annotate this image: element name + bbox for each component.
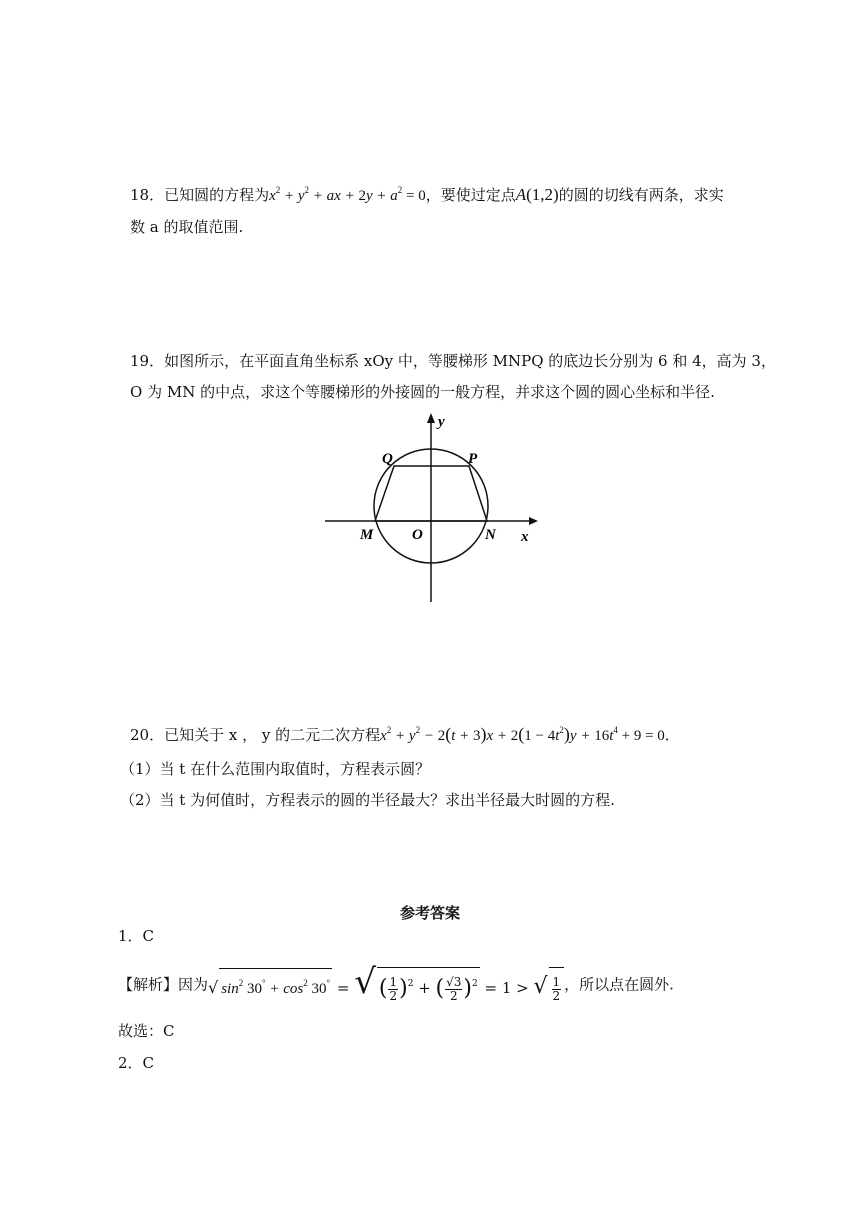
- q20-prefix: 20．已知关于 x ， y 的二元二次方程: [130, 726, 381, 744]
- q20-part-2: （2）当 t 为何值时，方程表示的圆的半径最大？求出半径最大时圆的方程.: [120, 791, 615, 809]
- q20-line-1: [130, 723, 680, 747]
- q19-line-1: 19．如图所示，在平面直角坐标系 xOy 中，等腰梯形 MNPQ 的底边长分别为 6 和 4，高为 3，: [130, 352, 776, 370]
- label-n: N: [485, 527, 496, 543]
- q18-equation: $x^2 + y^2$ + ax + $2y + a^2 = 0$: [269, 185, 426, 204]
- label-p: P: [468, 451, 478, 467]
- label-q: Q: [382, 451, 393, 467]
- q19-figure: [320, 408, 550, 608]
- q18-suffix: 的圆的切线有两条，求实: [558, 186, 724, 204]
- y-axis-arrow: [427, 413, 435, 423]
- answer-1: 1．C: [118, 927, 155, 945]
- q18-middle: ，要使过定点: [425, 186, 516, 204]
- q18-line-1: [130, 184, 724, 207]
- answers-title: 参考答案: [399, 904, 460, 922]
- q20-suffix: ．: [664, 726, 680, 744]
- q20-equation: $x^2 + y^2 - 2(t + 3)x + 2(1 - 4t^2)y + 16t^4 + 9 = 0$: [380, 724, 665, 744]
- answer-choice: 故选：C: [118, 1022, 175, 1040]
- q18-prefix: 18．已知圆的方程为: [130, 186, 270, 204]
- label-y: y: [438, 414, 445, 430]
- answer-2: 2．C: [118, 1054, 155, 1072]
- label-o: O: [412, 527, 423, 543]
- analysis-label: 【解析】因为: [118, 975, 209, 994]
- analysis-line: [118, 962, 674, 1009]
- x-axis-arrow: [529, 517, 538, 525]
- q18-point: A(1,2): [515, 185, 559, 204]
- q20-part-1: （1）当 t 在什么范围内取值时，方程表示圆？: [120, 760, 431, 778]
- label-x: x: [521, 529, 529, 545]
- analysis-formula: √ $\sin^2 30^\circ + \cos^2 30^\circ$ = √ ( $\frac{1}{2}$ )$^2$ + ( $\frac{√3}{2}$ )$^2$ = 1 > √ $\frac{1}{2}$: [208, 962, 564, 1009]
- q18-line-2: 数 a 的取值范围.: [130, 218, 244, 236]
- analysis-conclusion: ，所以点在圆外.: [564, 975, 674, 994]
- label-m: M: [360, 527, 374, 543]
- q19-line-2: O 为 MN 的中点，求这个等腰梯形的外接圆的一般方程，并求这个圆的圆心坐标和半径.: [130, 383, 715, 401]
